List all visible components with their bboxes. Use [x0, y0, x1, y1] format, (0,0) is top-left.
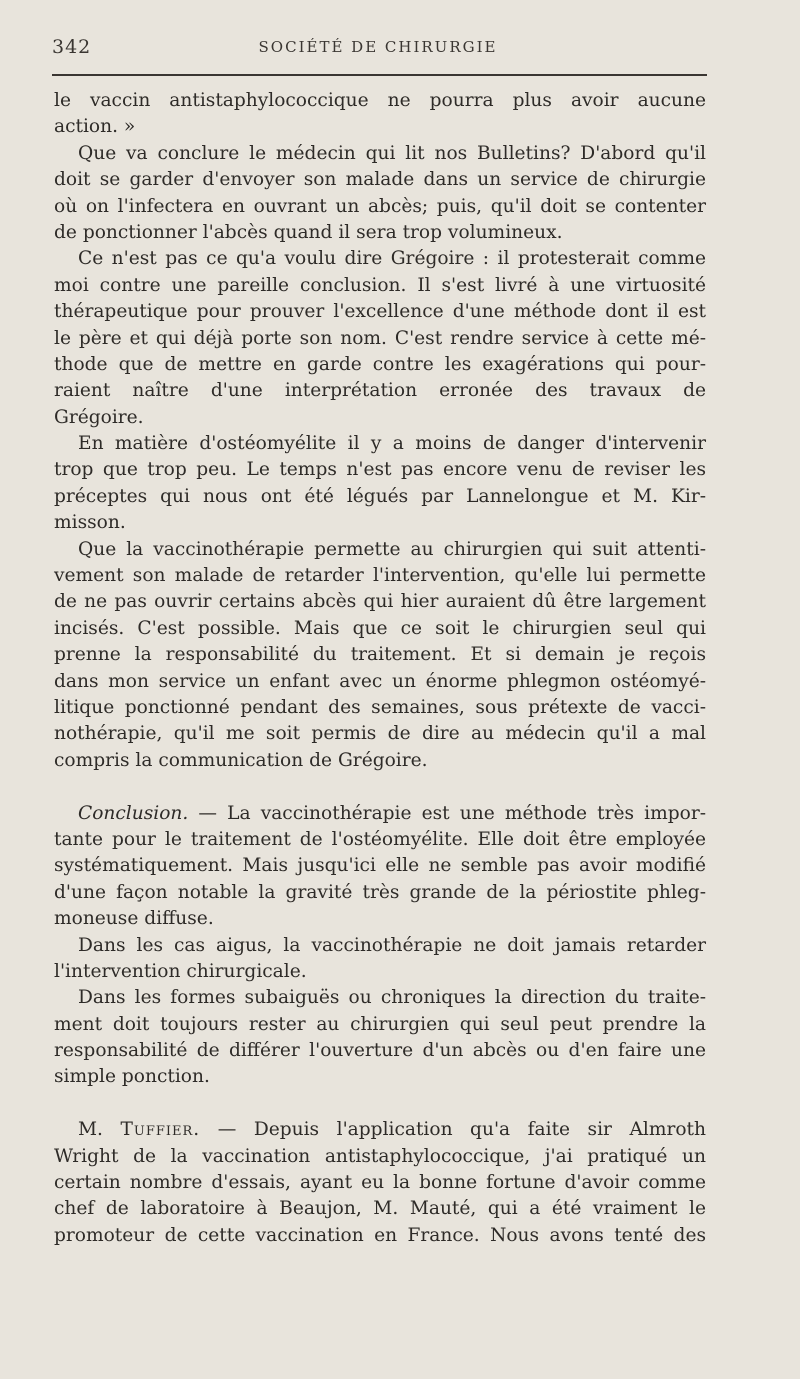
- line-text: promoteur de cette vaccination en France. Nous avons tenté des: [54, 1224, 706, 1246]
- text-line: [54, 141, 706, 167]
- line-text: Grégoire.: [54, 406, 144, 428]
- text-line: [54, 326, 706, 352]
- line-text: thérapeutique pour prouver l'excellence d'une méthode dont il est: [54, 301, 706, 323]
- line-text: Dans les formes subaiguës ou chroniques la direction du traite-: [78, 987, 706, 1009]
- text-line: [54, 695, 706, 721]
- line-text: raient naître d'une interprétation erronée des travaux de: [54, 380, 706, 402]
- line-text: thode que de mettre en garde contre les exagérations qui pour-: [54, 353, 706, 375]
- text-line: [54, 484, 706, 510]
- paragraph: [54, 1117, 706, 1249]
- line-text: — La vaccinothérapie est une méthode très impor-: [188, 802, 706, 824]
- paragraph: [54, 537, 706, 775]
- text-line: [54, 510, 706, 536]
- text-line: [54, 853, 706, 879]
- line-text: le père et qui déjà porte son nom. C'est rendre service à cette mé-: [54, 327, 706, 349]
- text-line: [54, 1064, 706, 1090]
- paragraph: [54, 801, 706, 933]
- text-line: [54, 616, 706, 642]
- line-text: prenne la responsabilité du traitement. Et si demain je reçois: [54, 644, 706, 666]
- line-text: l'intervention chirurgicale.: [54, 960, 307, 982]
- text-line: [54, 299, 706, 325]
- text-line: [54, 88, 706, 114]
- line-text: Ce n'est pas ce qu'a voulu dire Grégoire : il protesterait comme: [78, 248, 706, 270]
- text-line: [54, 114, 706, 140]
- text-line: [54, 167, 706, 193]
- text-line: [54, 246, 706, 272]
- line-text: Que va conclure le médecin qui lit nos Bulletins? D'abord qu'il: [78, 142, 706, 164]
- line-text: nothérapie, qu'il me soit permis de dire au médecin qu'il a mal: [54, 723, 706, 745]
- text-line: [54, 589, 706, 615]
- text-line: [54, 1144, 706, 1170]
- line-text: certain nombre d'essais, ayant eu la bonne fortune d'avoir comme: [54, 1172, 706, 1194]
- line-text: Que la vaccinothérapie permette au chirurgien qui suit attenti-: [78, 538, 706, 560]
- paragraph-gap: [54, 774, 706, 800]
- page-header: [52, 36, 704, 62]
- text-line: [54, 431, 706, 457]
- text-line: [54, 563, 706, 589]
- text-line: [54, 1038, 706, 1064]
- body-text: [54, 88, 706, 1249]
- line-text: de ne pas ouvrir certains abcès qui hier auraient dû être largement: [54, 591, 706, 613]
- line-text: compris la communication de Grégoire.: [54, 749, 428, 771]
- line-text: Wright de la vaccination antistaphylococcique, j'ai pratiqué un: [54, 1145, 706, 1167]
- paragraph: [54, 246, 706, 431]
- text-line: [54, 1012, 706, 1038]
- paragraph: [54, 985, 706, 1091]
- paragraph-gap: [54, 1091, 706, 1117]
- line-text: moi contre une pareille conclusion. Il s'est livré à une virtuosité: [54, 274, 706, 296]
- text-line: [54, 906, 706, 932]
- text-line: [54, 959, 706, 985]
- text-line: [54, 880, 706, 906]
- running-head: SOCIÉTÉ DE CHIRURGIE: [258, 38, 498, 56]
- text-line: [54, 1170, 706, 1196]
- line-text: de ponctionner l'abcès quand il sera trop volumineux.: [54, 221, 563, 243]
- line-text: misson.: [54, 512, 126, 534]
- text-line: [54, 1196, 706, 1222]
- text-line: [54, 721, 706, 747]
- text-line: [54, 642, 706, 668]
- text-line: [54, 457, 706, 483]
- page-number: 342: [52, 36, 92, 58]
- line-text: tante pour le traitement de l'ostéomyélite. Elle doit être employée: [54, 828, 706, 850]
- line-text: doit se garder d'envoyer son malade dans un service de chirurgie: [54, 169, 706, 191]
- text-line: [54, 748, 706, 774]
- section-label: Conclusion.: [78, 802, 189, 824]
- line-text: litique ponctionné pendant des semaines, sous prétexte de vacci-: [54, 696, 706, 718]
- line-text: préceptes qui nous ont été légués par Lannelongue et M. Kir-: [54, 485, 706, 507]
- text-line: [54, 352, 706, 378]
- line-text: le vaccin antistaphylococcique ne pourra plus avoir aucune: [54, 90, 706, 111]
- line-text: où on l'infectera en ouvrant un abcès; puis, qu'il doit se contenter: [54, 195, 706, 217]
- line-text: vement son malade de retarder l'intervention, qu'elle lui permette: [54, 565, 706, 587]
- text-line: [54, 1223, 706, 1249]
- text-line: [54, 801, 706, 827]
- text-line: [54, 537, 706, 563]
- text-line: [54, 273, 706, 299]
- line-text: d'une façon notable la gravité très grande de la périostite phleg-: [54, 881, 706, 903]
- line-text: ment doit toujours rester au chirurgien qui seul peut prendre la: [54, 1013, 706, 1035]
- text-line: [54, 378, 706, 404]
- paragraph: [54, 141, 706, 247]
- speaker-name: Tuffier.: [120, 1119, 201, 1141]
- text-line: [54, 985, 706, 1011]
- line-text: dans mon service un enfant avec un énorme phlegmon ostéomyé-: [54, 670, 706, 692]
- line-text: action. »: [54, 116, 136, 138]
- line-text: simple ponction.: [54, 1066, 210, 1088]
- paragraph: [54, 431, 706, 537]
- line-text: incisés. C'est possible. Mais que ce soit le chirurgien seul qui: [54, 617, 706, 639]
- line-text: Dans les cas aigus, la vaccinothérapie ne doit jamais retarder: [78, 934, 706, 956]
- paragraph: [54, 933, 706, 986]
- line-text: systématiquement. Mais jusqu'ici elle ne semble pas avoir modifié: [54, 855, 706, 877]
- text-line: [54, 669, 706, 695]
- paragraph: [54, 88, 706, 141]
- line-text: — Depuis l'application qu'a faite sir Almroth: [200, 1119, 706, 1141]
- text-line: [54, 933, 706, 959]
- line-text: trop que trop peu. Le temps n'est pas encore venu de reviser les: [54, 459, 706, 481]
- line-text: En matière d'ostéomyélite il y a moins de danger d'intervenir: [78, 433, 706, 455]
- speaker-title: M.: [78, 1119, 121, 1141]
- text-line: [54, 827, 706, 853]
- text-line: [54, 220, 706, 246]
- header-rule: [52, 74, 707, 76]
- line-text: chef de laboratoire à Beaujon, M. Mauté, qui a été vraiment le: [54, 1198, 706, 1220]
- text-line: [54, 1117, 706, 1143]
- text-line: [54, 194, 706, 220]
- line-text: moneuse diffuse.: [54, 908, 214, 930]
- text-line: [54, 405, 706, 431]
- line-text: responsabilité de différer l'ouverture d'un abcès ou d'en faire une: [54, 1040, 706, 1062]
